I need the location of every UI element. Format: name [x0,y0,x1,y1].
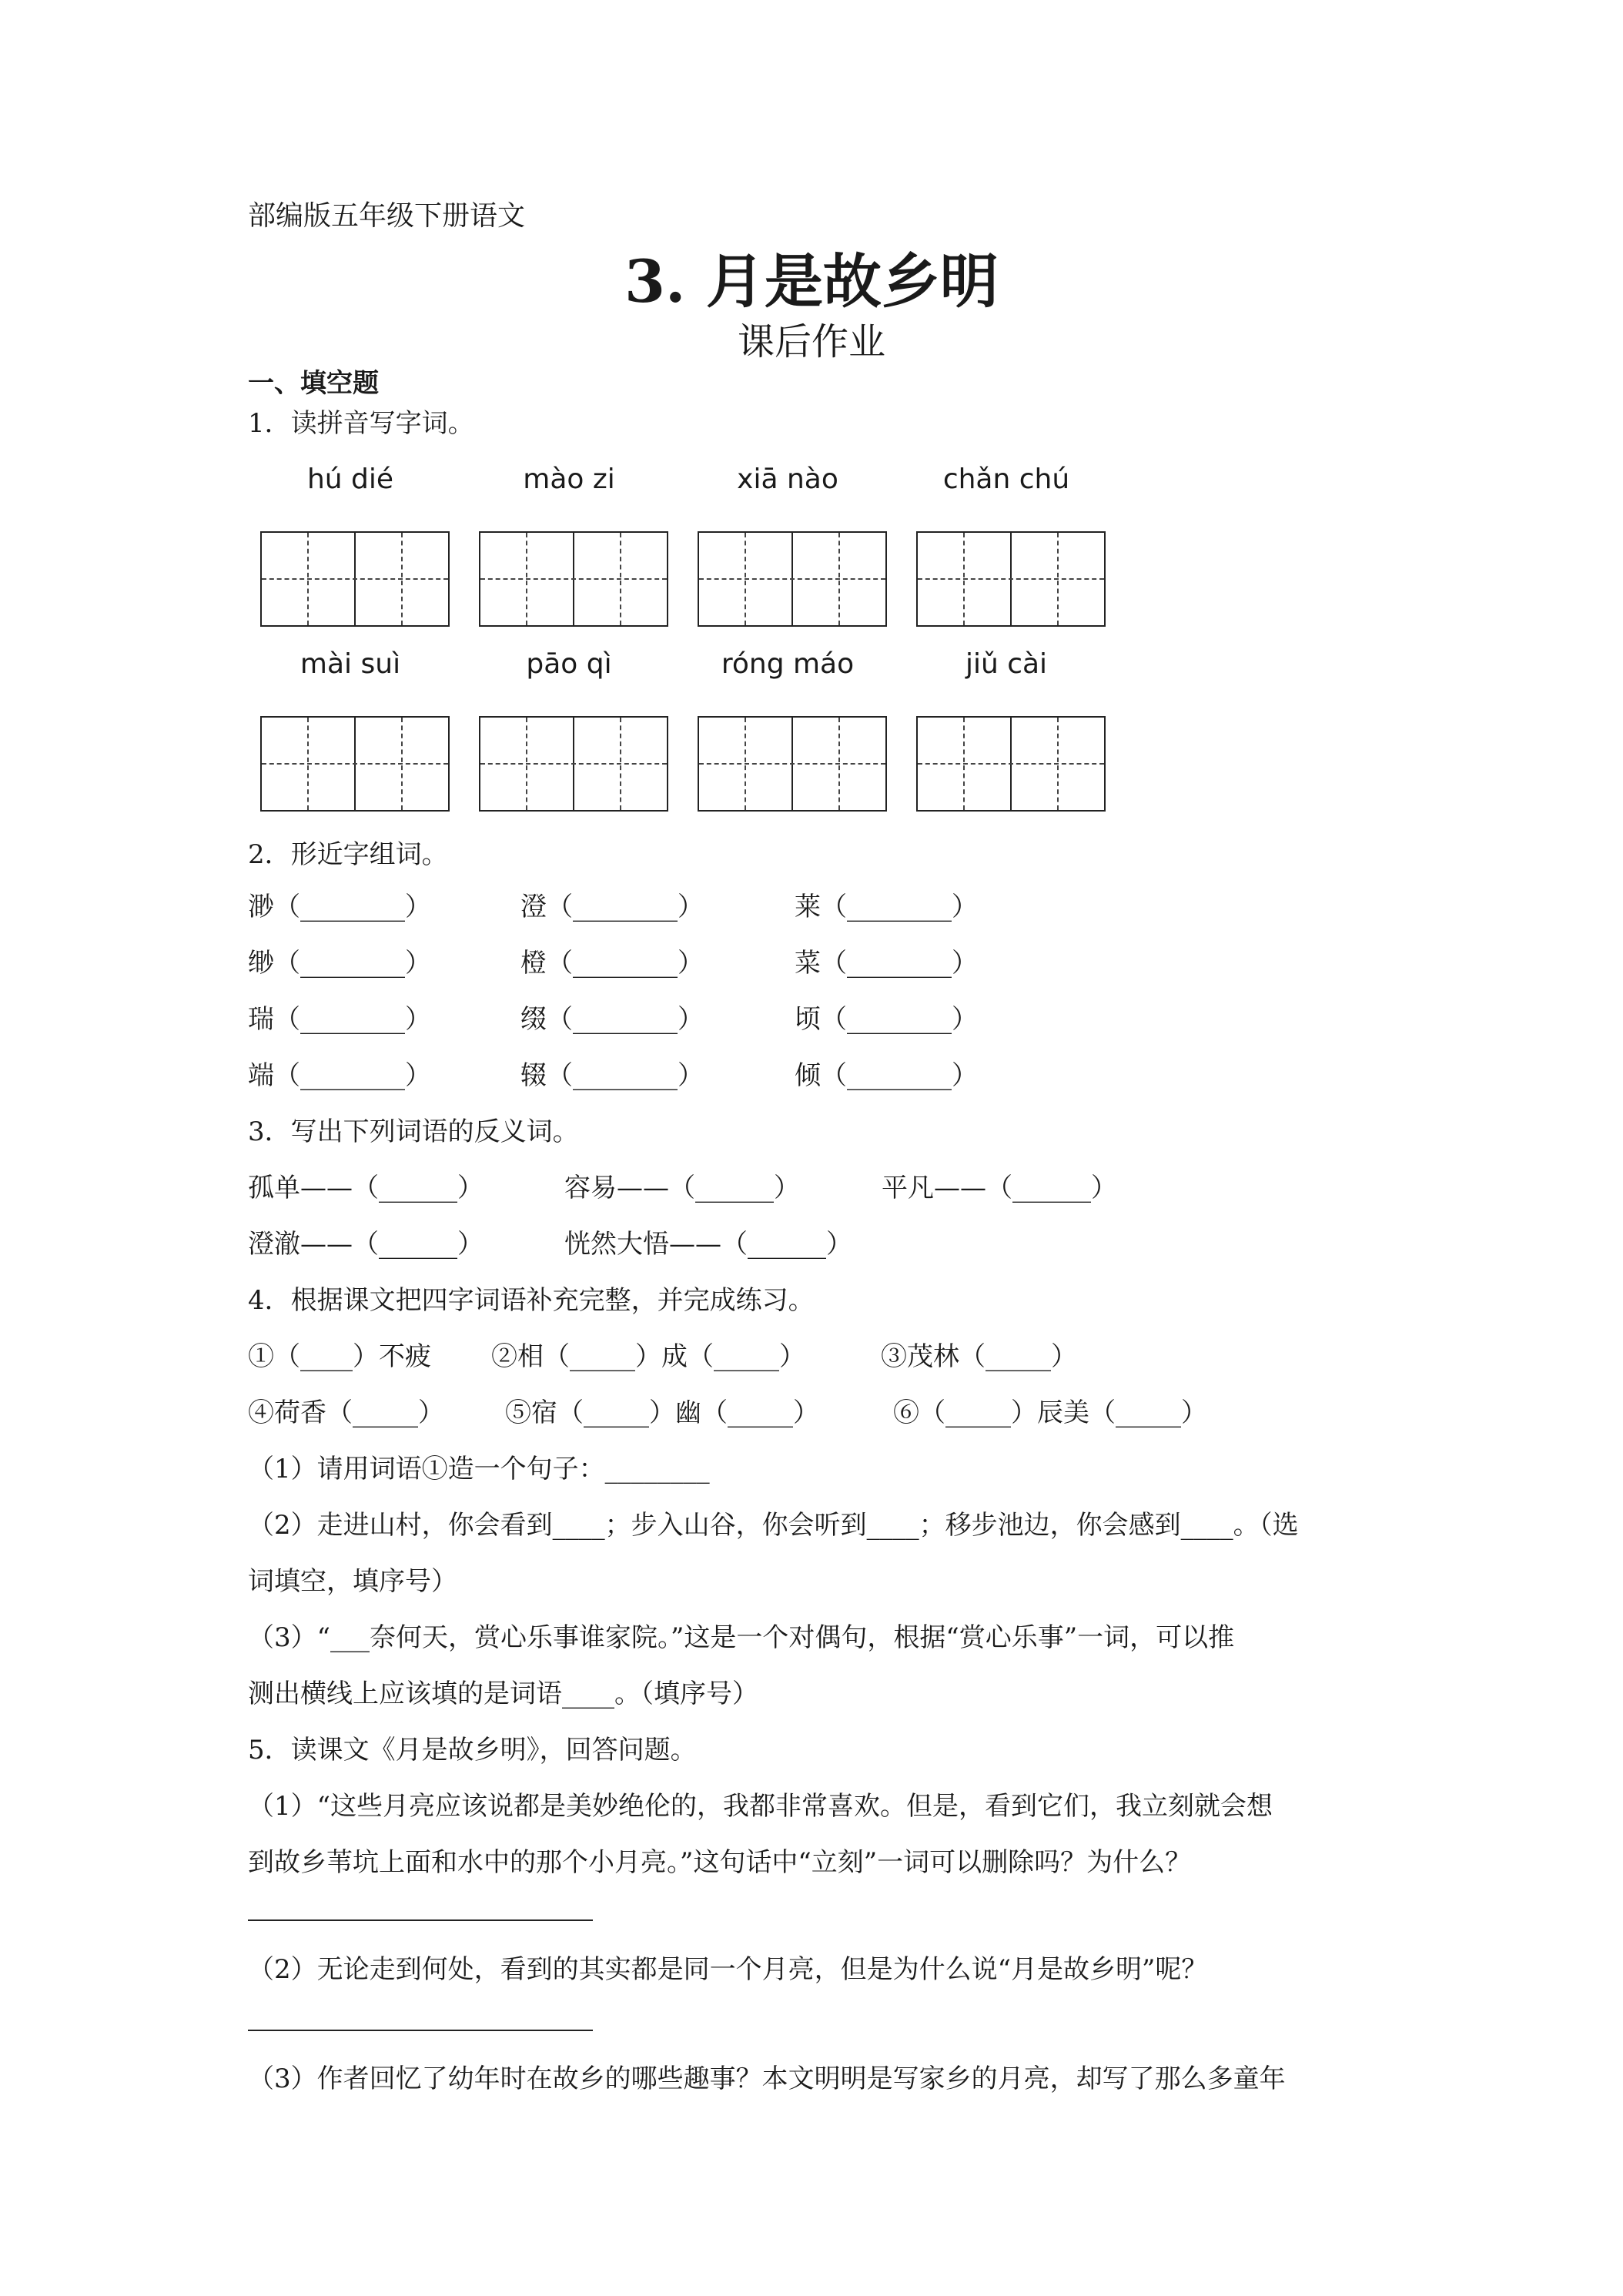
pinyin-label: jiǔ cài [965,648,1048,680]
page-title: 3. 月是故乡明 [624,247,999,316]
word-blank[interactable]: 渺（________） [248,892,431,922]
idiom-blank[interactable]: ⑤宿（_____）幽（_____） [505,1397,819,1428]
antonym-blank[interactable]: 澄澈——（______） [248,1229,484,1260]
antonym-blank[interactable]: 平凡——（______） [882,1173,1117,1203]
word-blank[interactable]: 橙（________） [520,948,704,979]
writing-grid[interactable] [260,716,450,812]
question-3-prompt: 3．写出下列词语的反义词。 [248,1116,579,1147]
sub-question: （3）作者回忆了幼年时在故乡的哪些趣事？本文明明是写家乡的月亮，却写了那么多童年 [248,2063,1286,2094]
sub-question: （1）“这些月亮应该说都是美妙绝伦的，我都非常喜欢。但是，看到它们，我立刻就会想 [248,1791,1273,1822]
idiom-blank[interactable]: ④荷香（_____） [248,1397,444,1428]
pinyin-label: xiā nào [737,464,838,495]
antonym-blank[interactable]: 孤单——（______） [248,1173,484,1203]
word-blank[interactable]: 辍（________） [520,1060,704,1091]
page-subheading: 课后作业 [737,320,885,363]
question-5-prompt: 5．读课文《月是故乡明》，回答问题。 [248,1735,697,1766]
writing-grid[interactable] [260,531,450,627]
sub-question-continued: 词填空，填序号） [248,1566,457,1597]
word-blank[interactable]: 倾（________） [795,1060,978,1091]
sub-question[interactable]: （1）请用词语①造一个句子：________ [248,1454,710,1484]
writing-grid[interactable] [698,531,887,627]
sub-question[interactable]: （2）走进山村，你会看到____；步入山谷，你会听到____；移步池边，你会感到____。（选 [248,1510,1299,1541]
sub-question: （2）无论走到何处，看到的其实都是同一个月亮，但是为什么说“月是故乡明”呢？ [248,1954,1208,1985]
pinyin-label: chǎn chú [942,464,1070,495]
word-blank[interactable]: 端（________） [248,1060,431,1091]
sub-question[interactable]: （3）“___奈何天，赏心乐事谁家院。”这是一个对偶句，根据“赏心乐事”一词，可以推 [248,1622,1235,1653]
idiom-blank[interactable]: ①（____）不疲 [248,1341,431,1372]
idiom-blank[interactable]: ②相（_____）成（_____） [491,1341,805,1372]
writing-grid[interactable] [698,716,887,812]
answer-line[interactable] [248,2030,593,2031]
sub-question-continued: 测出横线上应该填的是词语____。（填序号） [248,1678,758,1709]
sub-question-continued: 到故乡苇坑上面和水中的那个小月亮。”这句话中“立刻”一词可以删除吗？为什么？ [248,1847,1192,1878]
word-blank[interactable]: 莱（________） [795,892,978,922]
pinyin-label: mào zi [523,464,615,495]
idiom-blank[interactable]: ⑥（_____）辰美（_____） [893,1397,1207,1428]
antonym-blank[interactable]: 容易——（______） [564,1173,800,1203]
word-blank[interactable]: 顷（________） [795,1004,978,1035]
section-heading: 一、填空题 [248,368,379,399]
writing-grid[interactable] [479,531,668,627]
pinyin-label: róng máo [721,648,855,680]
writing-grid[interactable] [916,531,1106,627]
word-blank[interactable]: 菜（________） [795,948,978,979]
answer-line[interactable] [248,1919,593,1921]
pinyin-label: hú dié [306,464,394,495]
question-1-prompt: 1．读拼音写字词。 [248,408,474,439]
pinyin-label: mài suì [300,648,401,680]
pinyin-label: pāo qì [526,648,612,680]
antonym-blank[interactable]: 恍然大悟——（______） [564,1229,852,1260]
word-blank[interactable]: 缈（________） [248,948,431,979]
word-blank[interactable]: 瑞（________） [248,1004,431,1035]
question-4-prompt: 4．根据课文把四字词语补充完整，并完成练习。 [248,1285,815,1316]
document-subtitle: 部编版五年级下册语文 [248,200,526,232]
idiom-blank[interactable]: ③茂林（_____） [881,1341,1077,1372]
question-2-prompt: 2．形近字组词。 [248,839,448,870]
writing-grid[interactable] [479,716,668,812]
word-blank[interactable]: 缀（________） [520,1004,704,1035]
word-blank[interactable]: 澄（________） [520,892,704,922]
writing-grid[interactable] [916,716,1106,812]
